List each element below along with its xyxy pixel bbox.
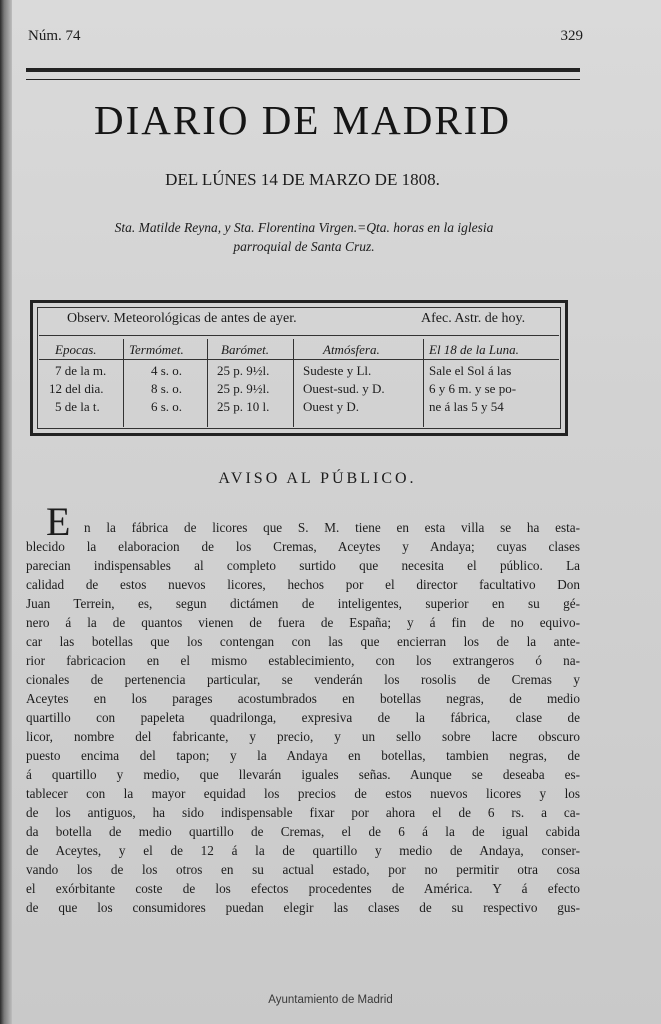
table-cell: 12 del dia. [49,381,104,396]
saints-line-1: Sta. Matilde Reyna, y Sta. Florentina Virgen.=Qta. horas en la iglesia [114,220,494,235]
article-line: nero á la de quantos vienen de fuera de España; y á fin de no equivo- [26,615,580,630]
table-cell: Ouest y D. [303,399,359,414]
drop-cap: E [46,499,71,544]
table-cell: 4 s. o. [151,363,183,378]
article-line: calidad de estos nuevos licores, hechos por el director facultativo Don [26,577,580,592]
article-title: AVISO AL PÚBLICO. [218,470,417,487]
article-line: n la fábrica de licores que S. M. tiene en esta villa se ha esta- [84,520,580,535]
article-line: vando los de los otros en su actual estado, por no permitir otra cosa [26,862,580,877]
table-title-rule [39,335,559,336]
article-line: tablecer con la mayor equidad los precios de estos nuevos licores y los [26,786,580,801]
table-cell: 5 de la t. [55,399,100,414]
table-cell: Ouest-sud. y D. [303,381,385,396]
saints-of-the-day [34,218,574,256]
article-line: da botella de medio quartillo de Cremas, el de 6 á la de igual cabida [26,824,580,839]
article-line: quartillo con papeleta quadrilonga, expresiva de la fábrica, clase de [26,710,580,725]
column-header: Atmósfera. [323,342,380,357]
column-epocas [43,341,121,416]
astronomy-title: Afec. Astr. de hoy. [421,311,526,326]
column-header: Termómet. [129,342,184,357]
article-line: de los antiguos, ha sido indispensable fixar por ahora el de 6 rs. a ca- [26,805,580,820]
article-line: Aceytes en los parages acostumbrados en botellas negras, de medio [26,691,580,706]
article-line: blecido la elaboracion de los Cremas, Aceytes y Andaya; cuyas clases [26,539,580,554]
table-cell: ne á las 5 y 54 [429,399,504,414]
article-line: puesto encima del tapon; y la Andaya en botellas, tambien negras, de [26,748,580,763]
table-cell: 25 p. 9½l. [217,381,270,396]
table-cell: Sudeste y Ll. [303,363,372,378]
table-cell: 25 p. 10 l. [217,399,270,414]
table-cell: 6 s. o. [151,399,183,414]
article-line: de Aceytes, y el de 12 á la de quartillo y medio de Andaya, conser- [26,843,580,858]
column-header: El 18 de la Luna. [429,342,519,357]
header-rule [26,68,580,80]
issue-number: Núm. 74 [28,28,81,44]
article-line: licor, nombre del fabricante, y precio, y un sello sobre lacre obscuro [26,729,580,744]
column-barometro [215,341,291,416]
observations-title: Observ. Meteorológicas de antes de ayer. [67,311,297,326]
table-cell: 6 y 6 m. y se po- [429,381,517,396]
column-luna [429,341,559,416]
archive-credit: Ayuntamiento de Madrid [268,994,393,1006]
article-line: de que los consumidores puedan elegir las clases de su respectivo gus- [26,900,580,915]
article-line: parecian indispensables al completo surtido que necesita el público. La [26,558,580,573]
page-number: 329 [560,28,583,44]
column-divider [293,339,294,427]
column-divider [423,339,424,427]
column-termometro [129,341,205,416]
table-cell: 7 de la m. [55,363,107,378]
article-line: cionales de pertenencia particular, se venderán los rosolis de Cremas y [26,672,580,687]
article-line: á quartillo y medio, que llevarán iguales señas. Aunque se deseaba es- [26,767,580,782]
meteorological-table [30,300,568,436]
article-line: Juan Terrein, es, segun dictámen de inteligentes, superior en su gé- [26,596,580,611]
scan-binding-edge [0,0,12,1024]
article-line: rior fabricacion en el mismo establecimiento, con los extrangeros ó na- [26,653,580,668]
table-cell: Sale el Sol á las [429,363,512,378]
article-line: car las botellas que los contengan con las que encierran los de la ante- [26,634,580,649]
dateline: DEL LÚNES 14 DE MARZO DE 1808. [165,170,440,189]
column-divider [123,339,124,427]
table-cell: 25 p. 9½l. [217,363,270,378]
article-line: el exórbitante coste de los efectos procedentes de América. Y á efecto [26,881,580,896]
column-header: Epocas. [55,342,97,357]
column-divider [207,339,208,427]
column-header: Barómet. [221,342,270,357]
masthead-title: DIARIO DE MADRID [94,97,511,143]
column-atmosfera [303,341,421,416]
saints-line-2: parroquial de Santa Cruz. [233,239,375,254]
page-header [28,28,583,50]
table-cell: 8 s. o. [151,381,183,396]
